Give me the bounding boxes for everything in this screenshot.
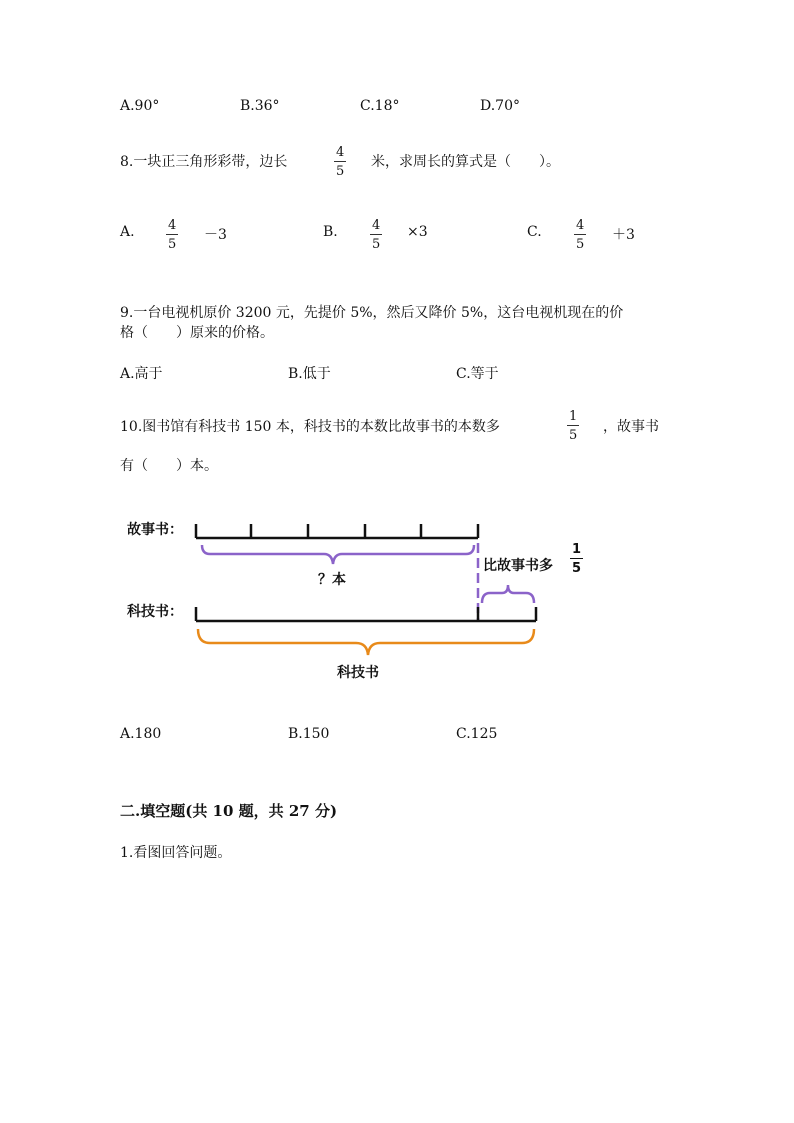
q9-option-b: B.低于 [288, 366, 331, 382]
fraction-numerator: 4 [168, 218, 177, 233]
fraction-numerator: 4 [576, 218, 585, 233]
q7-option-a: A.90° [120, 98, 160, 114]
extra-brace [482, 585, 534, 603]
q9-option-a: A.高于 [120, 366, 163, 382]
tech-brace [198, 629, 534, 655]
fraction-denominator: 5 [336, 164, 345, 179]
q7-option-b: B.36° [240, 98, 280, 114]
q8-option-a-tail: －3 [204, 227, 227, 243]
q1-text: 1.看图回答问题。 [120, 845, 232, 861]
fraction-numerator: 4 [336, 145, 345, 160]
q7-option-d: D.70° [480, 98, 520, 114]
q8-option-b-tail: ×3 [407, 224, 428, 240]
tech-book-total-label: 科技书 [337, 665, 379, 681]
fraction-denominator: 5 [569, 428, 578, 443]
q8-option-a-label: A. [120, 224, 135, 240]
fraction-numerator: 1 [572, 542, 582, 557]
tech-book-label: 科技书： [127, 604, 183, 620]
q7-option-c: C.18° [360, 98, 400, 114]
story-book-label: 故事书： [127, 522, 183, 538]
fraction-numerator: 1 [569, 409, 578, 424]
q9-line-1: 9.一台电视机原价 3200 元，先提价 5%，然后又降价 5%，这台电视机现在的价 [120, 305, 624, 321]
q8-fraction [334, 146, 346, 178]
q10-line-1: 10.图书馆有科技书 150 本，科技书的本数比故事书的本数多 [120, 419, 500, 435]
fraction-numerator: 4 [372, 218, 381, 233]
q8-option-c-tail: ＋3 [612, 227, 635, 243]
q10-fraction [567, 410, 579, 442]
q10-line-1-tail: ，故事书 [603, 419, 659, 435]
more-than-label: 比故事书多 [483, 558, 553, 574]
q8-text-after: 米，求周长的算式是（ ）。 [371, 154, 560, 170]
more-than-fraction [570, 543, 583, 575]
fraction-denominator: 5 [168, 237, 177, 252]
q8-option-b-label: B. [323, 224, 338, 240]
q10-line-2: 有（ ）本。 [120, 458, 218, 474]
q8-option-c-label: C. [527, 224, 542, 240]
story-brace [202, 545, 474, 564]
q10-diagram [110, 505, 610, 695]
q8-text-before: 8.一块正三角形彩带，边长 [120, 154, 288, 170]
section-title: 二.填空题(共 10 题，共 27 分) [120, 802, 338, 820]
fraction-denominator: 5 [572, 561, 582, 576]
q9-line-2: 格（ ）原来的价格。 [120, 325, 274, 341]
q10-option-b: B.150 [288, 726, 330, 742]
fraction-denominator: 5 [576, 237, 585, 252]
q8-option-c-fraction [574, 219, 586, 251]
fraction-denominator: 5 [372, 237, 381, 252]
q9-option-c: C.等于 [456, 366, 499, 382]
q10-option-a: A.180 [120, 726, 162, 742]
unknown-count-label: ？本 [318, 572, 346, 588]
q8-option-a-fraction [166, 219, 178, 251]
q10-option-c: C.125 [456, 726, 498, 742]
q8-option-b-fraction [370, 219, 382, 251]
